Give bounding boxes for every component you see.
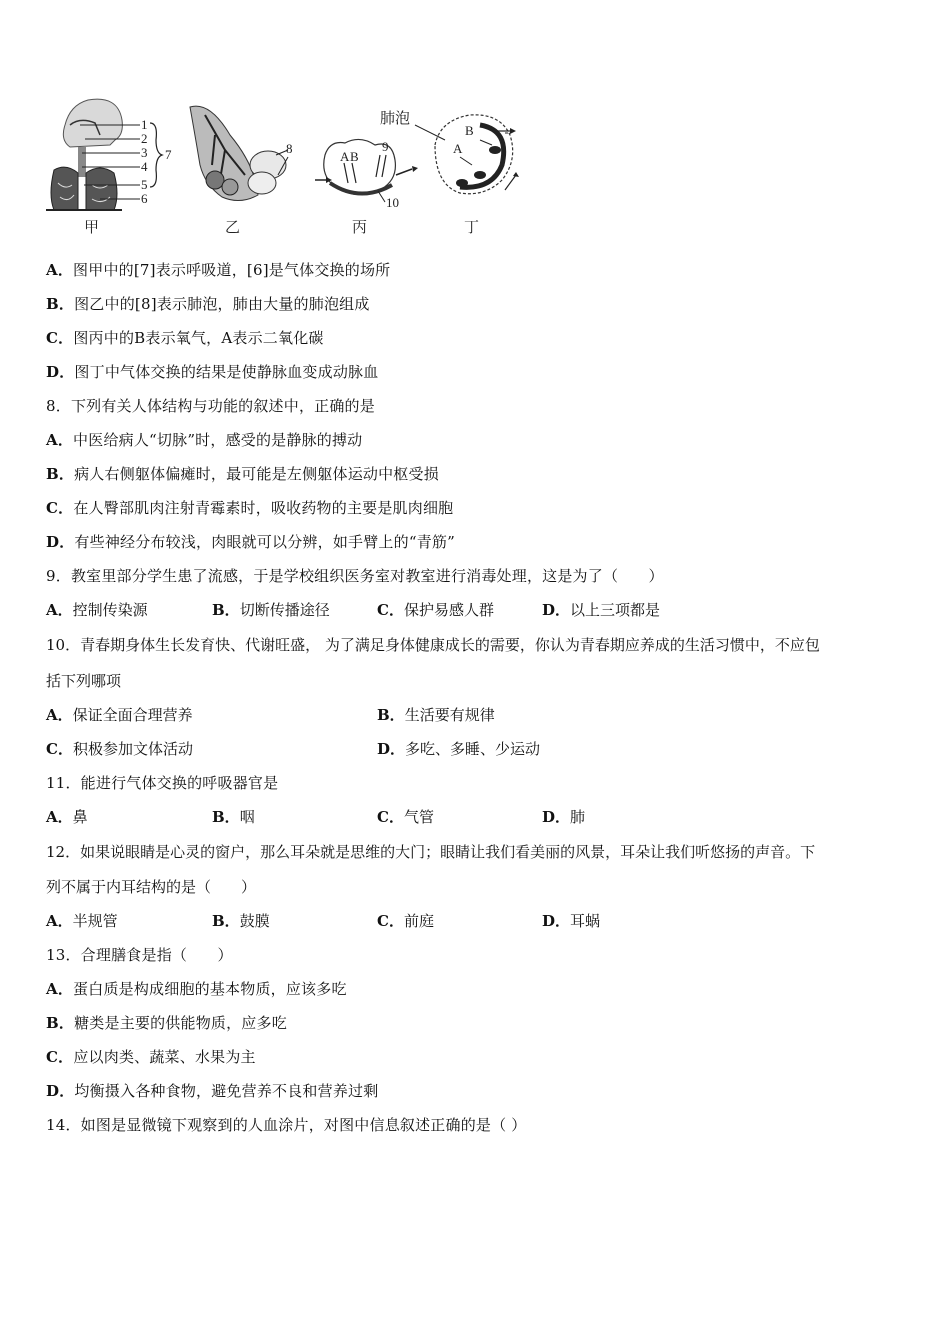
label-9: 9 bbox=[382, 139, 389, 154]
q8-option-b[interactable] bbox=[46, 464, 439, 484]
option-letter: D． bbox=[542, 912, 571, 930]
q13-option-a[interactable] bbox=[46, 979, 347, 999]
label-B-ding: B bbox=[465, 123, 474, 138]
option-letter: D． bbox=[377, 740, 406, 758]
option-text: 糖类是主要的供能物质，应多吃 bbox=[74, 1014, 287, 1032]
respiratory-figure bbox=[40, 95, 520, 240]
figure-bing bbox=[315, 139, 418, 236]
option-text: 咽 bbox=[239, 808, 255, 826]
caption-ding: 丁 bbox=[464, 218, 480, 236]
option-letter: A． bbox=[46, 706, 73, 724]
caption-jia: 甲 bbox=[84, 218, 100, 236]
q13-stem: 13．合理膳食是指（ ） bbox=[46, 946, 233, 964]
option-letter: C． bbox=[46, 740, 73, 758]
label-1: 1 bbox=[141, 117, 148, 132]
q9-option-a[interactable] bbox=[46, 600, 148, 620]
label-3: 3 bbox=[141, 145, 148, 160]
label-A-bing: A bbox=[340, 149, 350, 164]
option-text: 图丁中气体交换的结果是使静脉血变成动脉血 bbox=[74, 363, 379, 381]
q12-stem-line2: 列不属于内耳结构的是（ ） bbox=[46, 878, 257, 896]
option-text: 气管 bbox=[403, 808, 434, 826]
option-letter: A． bbox=[46, 601, 73, 619]
q10-option-d[interactable] bbox=[377, 739, 540, 759]
label-7: 7 bbox=[165, 147, 172, 162]
option-text: 多吃、多睡、少运动 bbox=[405, 740, 541, 758]
q10-option-a[interactable] bbox=[46, 705, 193, 725]
q11-option-a[interactable] bbox=[46, 807, 88, 827]
option-letter: A． bbox=[46, 980, 74, 998]
option-letter: A． bbox=[46, 261, 74, 279]
q12-option-d[interactable] bbox=[542, 911, 600, 931]
option-text: 有些神经分布较浅，肉眼就可以分辨，如手臂上的“青筋” bbox=[74, 533, 455, 551]
option-text: 控制传染源 bbox=[72, 601, 148, 619]
label-feipao: 肺泡 bbox=[380, 109, 411, 127]
label-5: 5 bbox=[141, 177, 148, 192]
q9-option-c[interactable] bbox=[377, 600, 494, 620]
option-text: 前庭 bbox=[403, 912, 434, 930]
q11-option-c[interactable] bbox=[377, 807, 434, 827]
option-letter: D． bbox=[46, 1082, 75, 1100]
option-text: 在人臀部肌肉注射青霉素时，吸收药物的主要是肌肉细胞 bbox=[73, 499, 454, 517]
option-text: 积极参加文体活动 bbox=[72, 740, 193, 758]
option-text: 中医给病人“切脉”时，感受的是静脉的搏动 bbox=[73, 431, 363, 449]
figure-yi bbox=[190, 106, 293, 236]
label-6: 6 bbox=[141, 191, 148, 206]
option-letter: B． bbox=[212, 601, 240, 619]
q10-stem-line1: 10．青春期身体生长发育快、代谢旺盛， 为了满足身体健康成长的需要，你认为青春期应养成的生活习惯中，不应包 bbox=[46, 636, 820, 654]
option-letter: C． bbox=[46, 1048, 74, 1066]
q8-option-c[interactable] bbox=[46, 498, 453, 518]
option-letter: B． bbox=[46, 1014, 75, 1032]
q12-option-b[interactable] bbox=[212, 911, 270, 931]
option-letter: D． bbox=[542, 808, 571, 826]
q11-option-b[interactable] bbox=[212, 807, 255, 827]
option-letter: C． bbox=[46, 329, 74, 347]
q9-option-b[interactable] bbox=[212, 600, 330, 620]
option-letter: C． bbox=[377, 912, 404, 930]
q12-stem-line1: 12．如果说眼睛是心灵的窗户，那么耳朵就是思维的大门；眼睛让我们看美丽的风景，耳朵让我们听悠扬的声音。下 bbox=[46, 843, 816, 861]
label-B-bing: B bbox=[350, 149, 359, 164]
option-text: 均衡摄入各种食物，避免营养不良和营养过剩 bbox=[74, 1082, 379, 1100]
caption-bing: 丙 bbox=[352, 218, 368, 236]
q8-option-a[interactable] bbox=[46, 430, 362, 450]
option-letter: C． bbox=[377, 808, 404, 826]
q10-stem-line2: 括下列哪项 bbox=[46, 672, 122, 690]
label-4: 4 bbox=[141, 159, 148, 174]
option-text: 保证全面合理营养 bbox=[72, 706, 193, 724]
label-2: 2 bbox=[141, 131, 148, 146]
option-letter: B． bbox=[46, 465, 75, 483]
option-text: 耳蜗 bbox=[570, 912, 601, 930]
q11-option-d[interactable] bbox=[542, 807, 585, 827]
option-letter: B． bbox=[377, 706, 405, 724]
option-text: 肺 bbox=[570, 808, 586, 826]
q7-option-b[interactable] bbox=[46, 294, 370, 314]
q12-option-c[interactable] bbox=[377, 911, 434, 931]
figure-jia bbox=[46, 99, 172, 236]
q7-option-c[interactable] bbox=[46, 328, 324, 348]
respiratory-diagram bbox=[40, 95, 520, 240]
option-letter: A． bbox=[46, 431, 74, 449]
q14-stem: 14．如图是显微镜下观察到的人血涂片，对图中信息叙述正确的是（ ） bbox=[46, 1116, 527, 1134]
option-text: 图乙中的[8]表示肺泡，肺由大量的肺泡组成 bbox=[74, 295, 370, 313]
q7-option-a[interactable] bbox=[46, 260, 390, 280]
option-letter: C． bbox=[46, 499, 74, 517]
label-10: 10 bbox=[386, 195, 399, 210]
q13-option-d[interactable] bbox=[46, 1081, 378, 1101]
option-text: 保护易感人群 bbox=[403, 601, 494, 619]
option-letter: D． bbox=[46, 533, 75, 551]
q10-option-b[interactable] bbox=[377, 705, 495, 725]
q9-stem: 9．教室里部分学生患了流感，于是学校组织医务室对教室进行消毒处理，这是为了（ ） bbox=[46, 567, 664, 585]
q10-option-c[interactable] bbox=[46, 739, 193, 759]
q8-option-d[interactable] bbox=[46, 532, 455, 552]
option-text: 鼓膜 bbox=[239, 912, 270, 930]
q8-stem: 8．下列有关人体结构与功能的叙述中，正确的是 bbox=[46, 397, 375, 415]
q13-option-b[interactable] bbox=[46, 1013, 287, 1033]
option-text: 蛋白质是构成细胞的基本物质，应该多吃 bbox=[73, 980, 347, 998]
option-letter: D． bbox=[46, 363, 75, 381]
option-text: 病人右侧躯体偏瘫时，最可能是左侧躯体运动中枢受损 bbox=[74, 465, 439, 483]
option-letter: A． bbox=[46, 808, 73, 826]
option-text: 应以肉类、蔬菜、水果为主 bbox=[73, 1048, 256, 1066]
label-8: 8 bbox=[286, 141, 293, 156]
q13-option-c[interactable] bbox=[46, 1047, 256, 1067]
option-letter: D． bbox=[542, 601, 571, 619]
q9-option-d[interactable] bbox=[542, 600, 660, 620]
q11-stem: 11．能进行气体交换的呼吸器官是 bbox=[46, 774, 279, 792]
option-text: 鼻 bbox=[72, 808, 88, 826]
q7-option-d[interactable] bbox=[46, 362, 378, 382]
option-letter: B． bbox=[212, 808, 240, 826]
option-text: 半规管 bbox=[72, 912, 118, 930]
caption-yi: 乙 bbox=[225, 218, 241, 236]
option-letter: B． bbox=[212, 912, 240, 930]
option-text: 图甲中的[7]表示呼吸道，[6]是气体交换的场所 bbox=[73, 261, 391, 279]
option-letter: B． bbox=[46, 295, 75, 313]
q12-option-a[interactable] bbox=[46, 911, 118, 931]
option-letter: C． bbox=[377, 601, 404, 619]
option-text: 生活要有规律 bbox=[404, 706, 495, 724]
label-A-ding: A bbox=[453, 141, 463, 156]
option-text: 切断传播途径 bbox=[239, 601, 330, 619]
option-letter: A． bbox=[46, 912, 73, 930]
option-text: 图丙中的B表示氧气，A表示二氧化碳 bbox=[73, 329, 324, 347]
option-text: 以上三项都是 bbox=[570, 601, 661, 619]
